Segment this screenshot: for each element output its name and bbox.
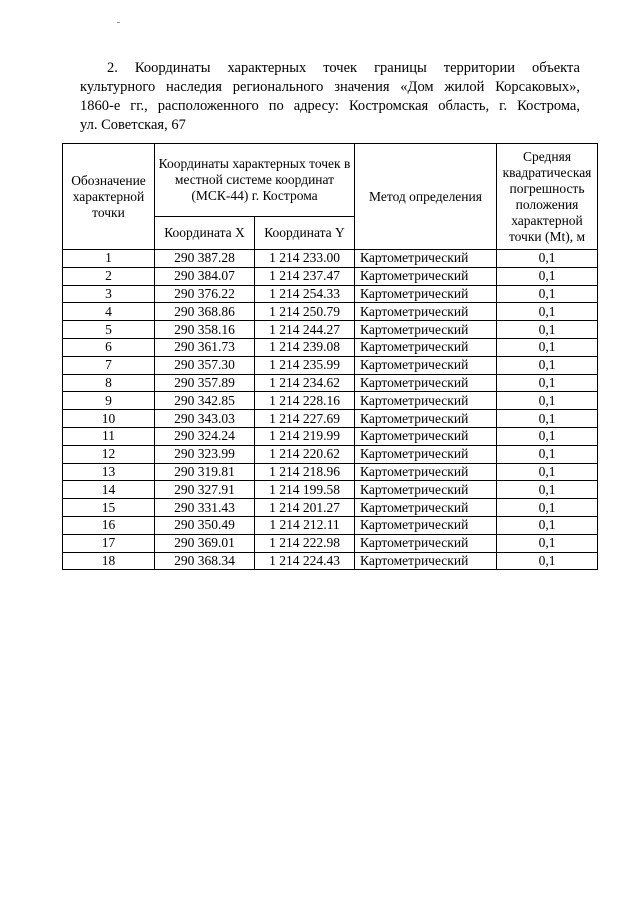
error-cell: 0,1 xyxy=(497,303,598,321)
coord-y-cell: 1 214 224.43 xyxy=(255,552,355,570)
method-cell: Картометрический xyxy=(355,356,497,374)
coord-y-cell: 1 214 227.69 xyxy=(255,410,355,428)
coord-y-cell: 1 214 250.79 xyxy=(255,303,355,321)
coord-y-cell: 1 214 220.62 xyxy=(255,445,355,463)
error-cell: 0,1 xyxy=(497,410,598,428)
coord-x-cell: 290 357.89 xyxy=(155,374,255,392)
table-row xyxy=(63,445,598,463)
point-number-cell: 1 xyxy=(63,250,155,268)
method-cell: Картометрический xyxy=(355,516,497,534)
coord-x-cell: 290 331.43 xyxy=(155,499,255,517)
header-coords-group: Координаты характерных точек в местной системе координат (МСК-44) г. Кострома xyxy=(155,144,355,217)
error-cell: 0,1 xyxy=(497,338,598,356)
point-number-cell: 4 xyxy=(63,303,155,321)
method-cell: Картометрический xyxy=(355,338,497,356)
method-cell: Картометрический xyxy=(355,427,497,445)
coord-x-cell: 290 350.49 xyxy=(155,516,255,534)
point-number-cell: 14 xyxy=(63,481,155,499)
header-error: Средняя квадратическая погрешность положения характерной точки (Mt), м xyxy=(497,144,598,250)
table-row xyxy=(63,392,598,410)
coord-x-cell: 290 323.99 xyxy=(155,445,255,463)
method-cell: Картометрический xyxy=(355,410,497,428)
coord-y-cell: 1 214 222.98 xyxy=(255,534,355,552)
table-row xyxy=(63,321,598,339)
method-cell: Картометрический xyxy=(355,552,497,570)
coord-x-cell: 290 342.85 xyxy=(155,392,255,410)
coord-x-cell: 290 343.03 xyxy=(155,410,255,428)
error-cell: 0,1 xyxy=(497,356,598,374)
method-cell: Картометрический xyxy=(355,374,497,392)
table-row xyxy=(63,410,598,428)
coord-x-cell: 290 376.22 xyxy=(155,285,255,303)
heading-line-1: 2. Координаты характерных точек границы территории объекта xyxy=(107,60,580,76)
method-cell: Картометрический xyxy=(355,499,497,517)
coord-x-cell: 290 324.24 xyxy=(155,427,255,445)
coord-y-cell: 1 214 201.27 xyxy=(255,499,355,517)
coord-x-cell: 290 368.34 xyxy=(155,552,255,570)
point-number-cell: 3 xyxy=(63,285,155,303)
coord-y-cell: 1 214 228.16 xyxy=(255,392,355,410)
scan-mark xyxy=(117,22,120,23)
error-cell: 0,1 xyxy=(497,552,598,570)
point-number-cell: 16 xyxy=(63,516,155,534)
coord-x-cell: 290 369.01 xyxy=(155,534,255,552)
method-cell: Картометрический xyxy=(355,303,497,321)
header-point: Обозначение характерной точки xyxy=(63,144,155,250)
coord-x-cell: 290 357.30 xyxy=(155,356,255,374)
method-cell: Картометрический xyxy=(355,321,497,339)
heading-line-3: 1860-е гг., расположенного по адресу: Костромская область, г. Кострома, xyxy=(80,98,580,114)
error-cell: 0,1 xyxy=(497,481,598,499)
point-number-cell: 6 xyxy=(63,338,155,356)
coord-x-cell: 290 384.07 xyxy=(155,267,255,285)
method-cell: Картометрический xyxy=(355,285,497,303)
table-row xyxy=(63,534,598,552)
point-number-cell: 7 xyxy=(63,356,155,374)
table-row xyxy=(63,499,598,517)
table-row xyxy=(63,463,598,481)
table-row xyxy=(63,303,598,321)
method-cell: Картометрический xyxy=(355,392,497,410)
error-cell: 0,1 xyxy=(497,445,598,463)
table-row xyxy=(63,285,598,303)
coord-x-cell: 290 319.81 xyxy=(155,463,255,481)
method-cell: Картометрический xyxy=(355,445,497,463)
table-row xyxy=(63,267,598,285)
coord-y-cell: 1 214 233.00 xyxy=(255,250,355,268)
point-number-cell: 9 xyxy=(63,392,155,410)
method-cell: Картометрический xyxy=(355,250,497,268)
table-row xyxy=(63,427,598,445)
coord-y-cell: 1 214 234.62 xyxy=(255,374,355,392)
method-cell: Картометрический xyxy=(355,534,497,552)
table-row xyxy=(63,338,598,356)
error-cell: 0,1 xyxy=(497,285,598,303)
method-cell: Картометрический xyxy=(355,267,497,285)
heading-line-4: ул. Советская, 67 xyxy=(80,117,186,133)
coord-y-cell: 1 214 244.27 xyxy=(255,321,355,339)
error-cell: 0,1 xyxy=(497,392,598,410)
error-cell: 0,1 xyxy=(497,374,598,392)
point-number-cell: 17 xyxy=(63,534,155,552)
coord-x-cell: 290 387.28 xyxy=(155,250,255,268)
header-x: Координата X xyxy=(155,217,255,250)
coord-y-cell: 1 214 237.47 xyxy=(255,267,355,285)
coord-y-cell: 1 214 219.99 xyxy=(255,427,355,445)
point-number-cell: 18 xyxy=(63,552,155,570)
coord-x-cell: 290 327.91 xyxy=(155,481,255,499)
table-row xyxy=(63,516,598,534)
error-cell: 0,1 xyxy=(497,267,598,285)
coord-x-cell: 290 361.73 xyxy=(155,338,255,356)
table-row xyxy=(63,481,598,499)
table-row xyxy=(63,374,598,392)
error-cell: 0,1 xyxy=(497,463,598,481)
coord-x-cell: 290 368.86 xyxy=(155,303,255,321)
error-cell: 0,1 xyxy=(497,534,598,552)
error-cell: 0,1 xyxy=(497,499,598,517)
error-cell: 0,1 xyxy=(497,321,598,339)
point-number-cell: 2 xyxy=(63,267,155,285)
coord-y-cell: 1 214 199.58 xyxy=(255,481,355,499)
header-y: Координата Y xyxy=(255,217,355,250)
table-row xyxy=(63,552,598,570)
point-number-cell: 5 xyxy=(63,321,155,339)
header-method: Метод определения xyxy=(355,144,497,250)
heading-line-2: культурного наследия регионального значения «Дом жилой Корсаковых», xyxy=(80,79,580,95)
point-number-cell: 12 xyxy=(63,445,155,463)
coord-y-cell: 1 214 212.11 xyxy=(255,516,355,534)
section-heading xyxy=(80,59,580,135)
error-cell: 0,1 xyxy=(497,427,598,445)
point-number-cell: 10 xyxy=(63,410,155,428)
table-row xyxy=(63,356,598,374)
table-body xyxy=(63,250,598,570)
point-number-cell: 8 xyxy=(63,374,155,392)
error-cell: 0,1 xyxy=(497,250,598,268)
error-cell: 0,1 xyxy=(497,516,598,534)
coord-y-cell: 1 214 235.99 xyxy=(255,356,355,374)
table-row xyxy=(63,250,598,268)
method-cell: Картометрический xyxy=(355,481,497,499)
point-number-cell: 15 xyxy=(63,499,155,517)
point-number-cell: 11 xyxy=(63,427,155,445)
method-cell: Картометрический xyxy=(355,463,497,481)
coord-y-cell: 1 214 254.33 xyxy=(255,285,355,303)
coordinates-table xyxy=(62,143,598,570)
coord-y-cell: 1 214 239.08 xyxy=(255,338,355,356)
coord-x-cell: 290 358.16 xyxy=(155,321,255,339)
point-number-cell: 13 xyxy=(63,463,155,481)
coord-y-cell: 1 214 218.96 xyxy=(255,463,355,481)
